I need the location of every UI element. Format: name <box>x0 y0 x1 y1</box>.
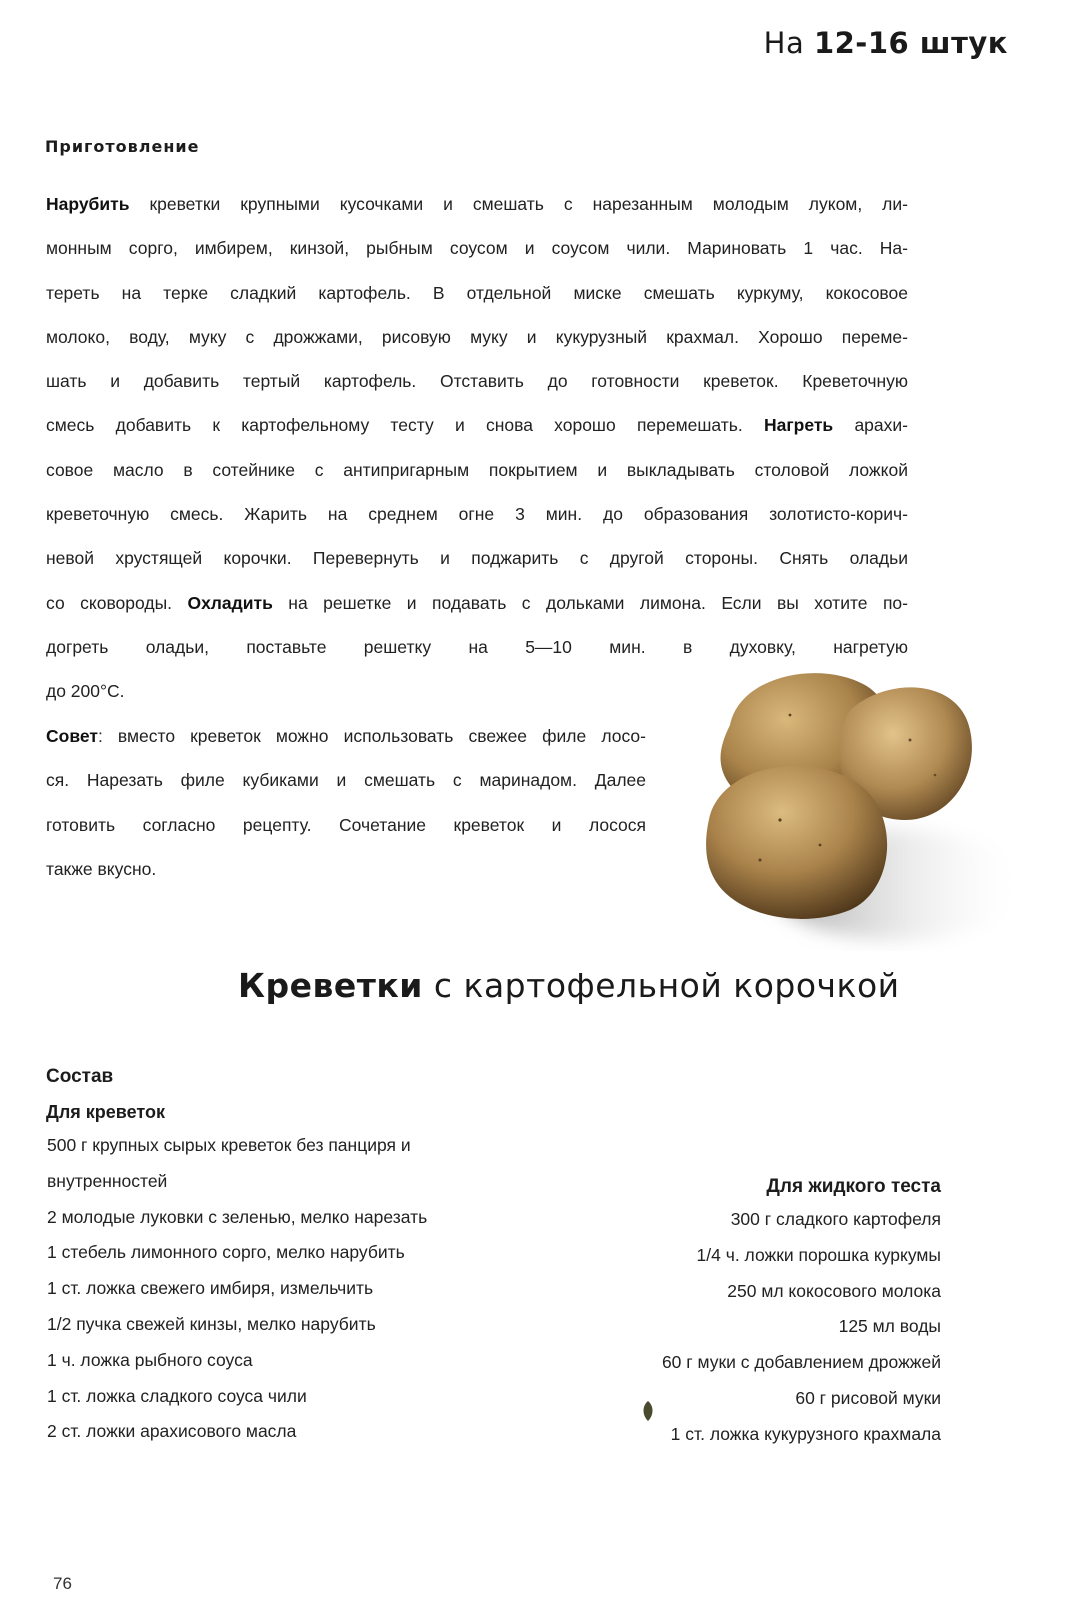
ingredient-item: 2 молодые луковки с зеленью, мелко нарезать <box>47 1206 428 1227</box>
tip-text-run: готовить согласно рецепту. Сочетание креветок и лосося <box>46 814 646 835</box>
preparation-text-run: молоко, воду, муку с дрожжами, рисовую муку и кукурузный крахмал. Хорошо переме- <box>46 326 908 347</box>
ingredient-item: 2 ст. ложки арахисового масла <box>47 1421 297 1442</box>
preparation-line <box>46 403 908 447</box>
servings-value: 12-16 штук <box>813 26 1008 60</box>
recipe-title <box>238 966 900 1005</box>
page-number: 76 <box>53 1574 72 1593</box>
leaf-speck-icon <box>640 1400 656 1422</box>
shrimp-heading: Для креветок <box>46 1102 165 1122</box>
preparation-text-run: монным сорго, имбирем, кинзой, рыбным соусом и соусом чили. Мариновать 1 час. На- <box>46 238 908 259</box>
ingredients-heading: Состав <box>46 1066 114 1087</box>
tip-bold-word: Совет <box>46 726 98 746</box>
ingredient-item: 60 г муки с добавлением дрожжей <box>661 1352 941 1373</box>
ingredient-item: 1 ст. ложка свежего имбиря, измельчить <box>47 1278 374 1299</box>
batter-ingredients-list <box>501 1202 941 1453</box>
preparation-text-run: арахи- <box>833 415 908 436</box>
tip-text <box>46 714 646 891</box>
ingredient-item: 1 ч. ложка рыбного соуса <box>47 1349 253 1370</box>
preparation-text-run: креветочную смесь. Жарить на среднем огне 3 мин. до образования золотисто-корич- <box>46 504 908 525</box>
tip-line <box>46 847 646 891</box>
ingredient-item: внутренностей <box>47 1170 168 1191</box>
preparation-text-run: смесь добавить к картофельному тесту и снова хорошо перемешать. <box>46 415 765 436</box>
preparation-line <box>46 536 908 580</box>
ingredient-item: 1/4 ч. ложки порошка куркумы <box>696 1244 941 1265</box>
tip-line <box>46 758 646 802</box>
servings-label <box>764 26 1008 60</box>
preparation-text-run: догреть оладьи, поставьте решетку на 5—10 мин. в духовку, нагретую <box>46 636 908 657</box>
preparation-line <box>46 182 908 226</box>
preparation-bold-word: Нарубить <box>46 194 130 214</box>
recipe-title-bold: Креветки <box>238 966 423 1005</box>
tip-text-run: также вкусно. <box>46 858 157 879</box>
ingredient-item: 500 г крупных сырых креветок без панциря и <box>47 1135 411 1155</box>
tip-line <box>46 714 646 758</box>
ingredient-item: 300 г сладкого картофеля <box>730 1209 941 1229</box>
batter-heading: Для жидкого теста <box>766 1176 941 1197</box>
preparation-heading: Приготовление <box>45 137 200 156</box>
preparation-line <box>46 492 908 536</box>
preparation-text-run: со сковороды. <box>46 592 188 613</box>
preparation-text-run: на решетке и подавать с дольками лимона. Если вы хотите по- <box>272 592 908 613</box>
preparation-line <box>46 315 908 359</box>
shrimp-ingredients-list <box>47 1128 567 1450</box>
preparation-text-run: до 200°С. <box>46 681 125 702</box>
potato-front <box>706 766 887 919</box>
preparation-bold-word: Охладить <box>187 592 273 613</box>
preparation-text-run: тереть на терке сладкий картофель. В отдельной миске смешать куркуму, кокосовое <box>46 282 908 303</box>
tip-text-run: ся. Нарезать филе кубиками и смешать с маринадом. Далее <box>46 770 646 791</box>
preparation-line <box>46 271 908 315</box>
ingredient-item: 1/2 пучка свежей кинзы, мелко нарубить <box>47 1313 376 1334</box>
preparation-text-run: шать и добавить тертый картофель. Отставить до готовности креветок. Креветочную <box>46 371 908 392</box>
preparation-text-run: креветки крупными кусочками и смешать с нарезанным молодым луком, ли- <box>129 194 908 214</box>
preparation-line <box>46 581 908 625</box>
preparation-line <box>46 359 908 403</box>
preparation-line <box>46 226 908 270</box>
ingredient-item: 1 ст. ложка сладкого соуса чили <box>47 1385 307 1406</box>
potatoes-image <box>700 655 1030 965</box>
ingredient-item: 250 мл кокосового молока <box>727 1280 941 1301</box>
ingredient-item: 125 мл воды <box>838 1316 941 1337</box>
tip-text-run: : вместо креветок можно использовать свежее филе лосо- <box>97 726 646 746</box>
ingredient-item: 60 г рисовой муки <box>795 1387 941 1408</box>
recipe-title-rest: с картофельной корочкой <box>422 966 900 1005</box>
preparation-bold-word: Нагреть <box>764 415 834 436</box>
preparation-text-run: совое масло в сотейнике с антипригарным покрытием и выкладывать столовой ложкой <box>46 459 908 480</box>
ingredient-item: 1 стебель лимонного сорго, мелко нарубить <box>47 1242 405 1263</box>
preparation-line <box>46 448 908 492</box>
preparation-text-run: невой хрустящей корочки. Перевернуть и поджарить с другой стороны. Снять оладьи <box>46 548 908 569</box>
servings-prefix: На <box>763 26 805 60</box>
preparation-text <box>46 182 908 714</box>
ingredient-item: 1 ст. ложка кукурузного крахмала <box>670 1423 941 1444</box>
tip-line <box>46 803 646 847</box>
